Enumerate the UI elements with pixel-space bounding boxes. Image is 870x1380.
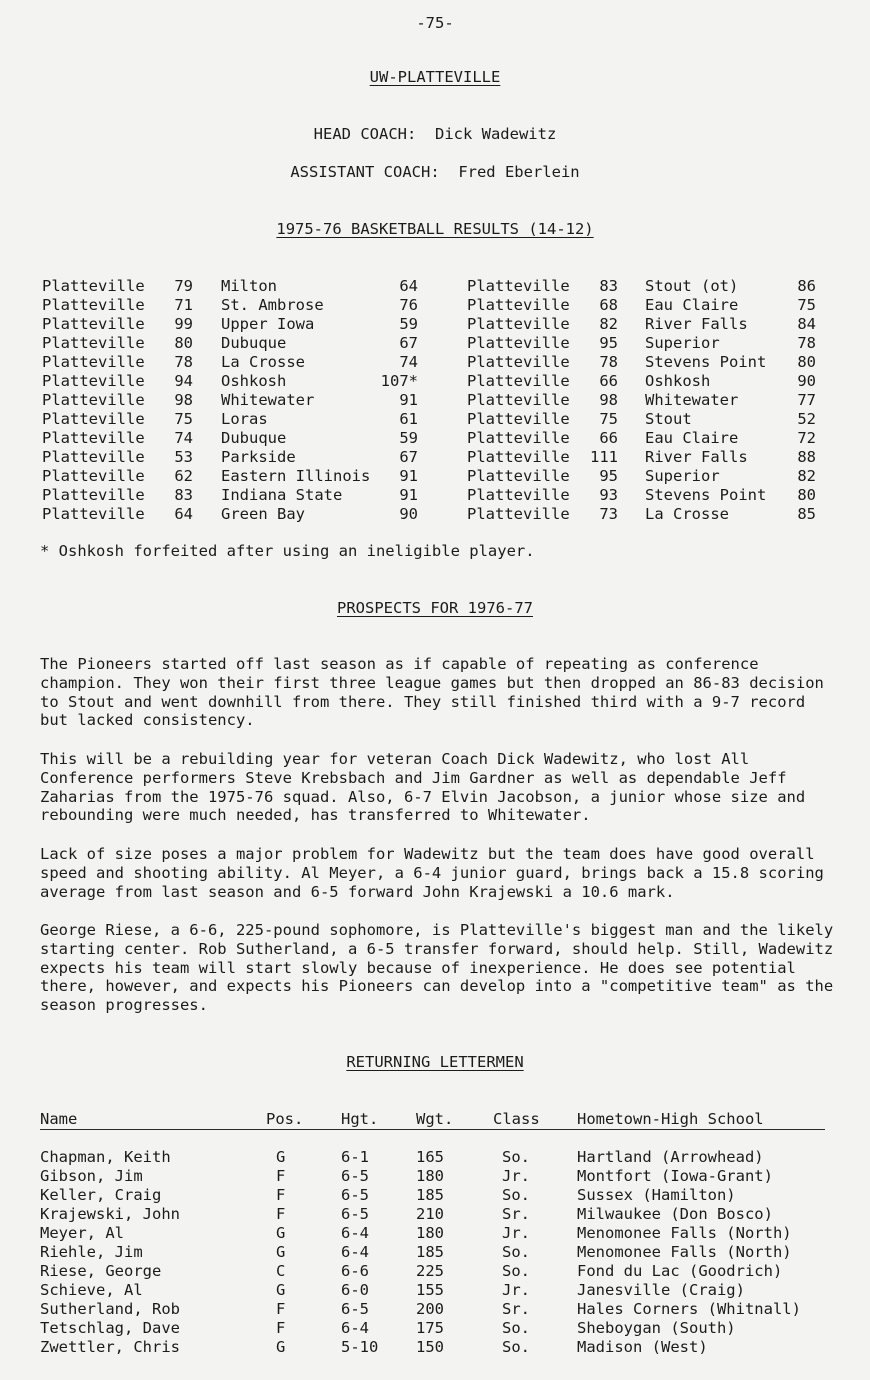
letterman-hometown: Sussex (Hamilton) xyxy=(577,1186,736,1204)
team-name: Platteville xyxy=(42,505,145,523)
letterman-hometown: Janesville (Craig) xyxy=(577,1281,745,1299)
opponent-score: 77 xyxy=(797,391,816,409)
team-name: Platteville xyxy=(42,334,145,352)
letterman-wgt: 180 xyxy=(416,1224,444,1242)
team-name: Platteville xyxy=(42,410,145,428)
page-number: -75- xyxy=(416,14,454,32)
opponent-name: La Crosse xyxy=(221,353,305,371)
team-name: Platteville xyxy=(42,315,145,333)
opponent-score: 67 xyxy=(399,334,418,352)
letterman-pos: G xyxy=(276,1148,286,1166)
letterman-name: Gibson, Jim xyxy=(40,1167,143,1185)
team-score: 94 xyxy=(174,372,193,390)
opponent-name: River Falls xyxy=(645,315,748,333)
team-score: 82 xyxy=(599,315,618,333)
letterman-name: Meyer, Al xyxy=(40,1224,124,1242)
team-score: 74 xyxy=(174,429,193,447)
letterman-hgt: 6-5 xyxy=(341,1205,369,1223)
letterman-hometown: Menomonee Falls (North) xyxy=(577,1243,792,1261)
letterman-name: Zwettler, Chris xyxy=(40,1338,180,1356)
col-header-class: Class xyxy=(493,1110,540,1128)
letterman-wgt: 210 xyxy=(416,1205,444,1223)
letterman-hgt: 6-6 xyxy=(341,1262,369,1280)
opponent-name: Green Bay xyxy=(221,505,305,523)
opponent-name: Whitewater xyxy=(645,391,739,409)
letterman-hgt: 6-4 xyxy=(341,1243,369,1261)
letterman-wgt: 200 xyxy=(416,1300,444,1318)
letterman-hgt: 6-4 xyxy=(341,1224,369,1242)
team-name: Platteville xyxy=(42,353,145,371)
opponent-score: 91 xyxy=(399,467,418,485)
team-score: 80 xyxy=(174,334,193,352)
letterman-hometown: Madison (West) xyxy=(577,1338,708,1356)
team-name: Platteville xyxy=(467,353,570,371)
prospects-paragraph-3: Lack of size poses a major problem for Wadewitz but the team does have good overall speed and shooting ability. Al Meyer, a 6-4 junior guard, brings back a 15.8 scoring average from last season and 6-5 forward John Krajewski a 10.6 mark. xyxy=(40,845,824,901)
team-score: 75 xyxy=(599,410,618,428)
opponent-score: 78 xyxy=(797,334,816,352)
results-heading: 1975-76 BASKETBALL RESULTS (14-12) xyxy=(276,220,594,238)
team-name: Platteville xyxy=(467,448,570,466)
letterman-name: Schieve, Al xyxy=(40,1281,143,1299)
opponent-name: Superior xyxy=(645,467,720,485)
opponent-score: 76 xyxy=(399,296,418,314)
opponent-score: 59 xyxy=(399,315,418,333)
letterman-hometown: Menomonee Falls (North) xyxy=(577,1224,792,1242)
head-coach: HEAD COACH: Dick Wadewitz xyxy=(313,125,557,143)
letterman-class: So. xyxy=(502,1243,530,1261)
letterman-wgt: 185 xyxy=(416,1186,444,1204)
opponent-name: Oshkosh xyxy=(645,372,711,390)
prospects-paragraph-4: George Riese, a 6-6, 225-pound sophomore, is Platteville's biggest man and the likely starting center. Rob Sutherland, a 6-5 transfer forward, should help. Still, Wadewitz expects his team will start slowly because of inexperience. He does see potential there, however, and expects his Pioneers can develop into a "competitive team" as the season progresses. xyxy=(40,921,834,1015)
opponent-name: Eastern Illinois xyxy=(221,467,371,485)
opponent-score: 82 xyxy=(797,467,816,485)
letterman-class: So. xyxy=(502,1319,530,1337)
opponent-name: Parkside xyxy=(221,448,296,466)
opponent-name: Superior xyxy=(645,334,720,352)
opponent-score: 52 xyxy=(797,410,816,428)
team-score: 95 xyxy=(599,467,618,485)
letterman-hometown: Milwaukee (Don Bosco) xyxy=(577,1205,773,1223)
team-score: 83 xyxy=(599,277,618,295)
opponent-name: Dubuque xyxy=(221,429,287,447)
lettermen-heading: RETURNING LETTERMEN xyxy=(346,1053,524,1071)
team-score: 78 xyxy=(599,353,618,371)
letterman-class: So. xyxy=(502,1262,530,1280)
team-score: 111 xyxy=(590,448,618,466)
col-header-pos: Pos. xyxy=(266,1110,304,1128)
letterman-hgt: 5-10 xyxy=(341,1338,379,1356)
team-name: Platteville xyxy=(467,429,570,447)
opponent-name: Whitewater xyxy=(221,391,315,409)
prospects-paragraph-2: This will be a rebuilding year for veteran Coach Dick Wadewitz, who lost All Conference performers Steve Krebsbach and Jim Gardner as well as dependable Jeff Zaharias from the 1975-76 squad. Also, 6-7 Elvin Jacobson, a junior whose size and rebounding were much needed, has transferred to Whitewater. xyxy=(40,750,806,825)
assistant-coach: ASSISTANT COACH: Fred Eberlein xyxy=(290,163,580,181)
opponent-score: 91 xyxy=(399,391,418,409)
opponent-score: 72 xyxy=(797,429,816,447)
letterman-hometown: Hartland (Arrowhead) xyxy=(577,1148,764,1166)
letterman-wgt: 185 xyxy=(416,1243,444,1261)
letterman-pos: F xyxy=(276,1186,286,1204)
letterman-class: Jr. xyxy=(502,1167,530,1185)
team-score: 62 xyxy=(174,467,193,485)
opponent-name: La Crosse xyxy=(645,505,729,523)
team-score: 66 xyxy=(599,429,618,447)
opponent-score: 80 xyxy=(797,486,816,504)
opponent-name: Stevens Point xyxy=(645,353,767,371)
letterman-hgt: 6-4 xyxy=(341,1319,369,1337)
team-name: Platteville xyxy=(467,486,570,504)
opponent-name: Loras xyxy=(221,410,268,428)
team-name: Platteville xyxy=(42,467,145,485)
team-score: 64 xyxy=(174,505,193,523)
letterman-class: Jr. xyxy=(502,1281,530,1299)
opponent-score: 61 xyxy=(399,410,418,428)
opponent-score: 107* xyxy=(380,372,418,390)
opponent-name: Milton xyxy=(221,277,277,295)
team-score: 95 xyxy=(599,334,618,352)
opponent-score: 80 xyxy=(797,353,816,371)
team-score: 53 xyxy=(174,448,193,466)
letterman-pos: F xyxy=(276,1300,286,1318)
letterman-class: So. xyxy=(502,1338,530,1356)
header-rule xyxy=(40,1129,825,1130)
page-title: UW-PLATTEVILLE xyxy=(369,68,501,86)
letterman-pos: F xyxy=(276,1205,286,1223)
opponent-score: 90 xyxy=(797,372,816,390)
team-score: 66 xyxy=(599,372,618,390)
team-score: 71 xyxy=(174,296,193,314)
letterman-wgt: 155 xyxy=(416,1281,444,1299)
team-score: 78 xyxy=(174,353,193,371)
col-header-wgt: Wgt. xyxy=(416,1110,454,1128)
letterman-pos: F xyxy=(276,1167,286,1185)
opponent-name: Dubuque xyxy=(221,334,287,352)
team-name: Platteville xyxy=(42,296,145,314)
letterman-pos: G xyxy=(276,1243,286,1261)
opponent-score: 91 xyxy=(399,486,418,504)
letterman-class: Jr. xyxy=(502,1224,530,1242)
letterman-hometown: Sheboygan (South) xyxy=(577,1319,736,1337)
letterman-hgt: 6-5 xyxy=(341,1167,369,1185)
team-name: Platteville xyxy=(467,277,570,295)
letterman-hometown: Fond du Lac (Goodrich) xyxy=(577,1262,783,1280)
letterman-class: So. xyxy=(502,1186,530,1204)
opponent-name: Eau Claire xyxy=(645,296,739,314)
opponent-name: St. Ambrose xyxy=(221,296,324,314)
team-score: 98 xyxy=(174,391,193,409)
letterman-hometown: Montfort (Iowa-Grant) xyxy=(577,1167,773,1185)
team-name: Platteville xyxy=(467,296,570,314)
col-header-hgt: Hgt. xyxy=(341,1110,379,1128)
team-name: Platteville xyxy=(42,277,145,295)
team-name: Platteville xyxy=(467,467,570,485)
team-score: 73 xyxy=(599,505,618,523)
col-header-name: Name xyxy=(40,1110,78,1128)
team-score: 98 xyxy=(599,391,618,409)
prospects-paragraph-1: The Pioneers started off last season as if capable of repeating as conference champion. They won their first three league games but then dropped an 86-83 decision to Stout and went downhill from there. They still finished third with a 9-7 record but lacked consistency. xyxy=(40,655,824,730)
opponent-name: Oshkosh xyxy=(221,372,287,390)
opponent-score: 88 xyxy=(797,448,816,466)
opponent-score: 75 xyxy=(797,296,816,314)
letterman-name: Keller, Craig xyxy=(40,1186,162,1204)
team-score: 68 xyxy=(599,296,618,314)
team-score: 99 xyxy=(174,315,193,333)
letterman-hgt: 6-1 xyxy=(341,1148,369,1166)
opponent-score: 74 xyxy=(399,353,418,371)
letterman-name: Riese, George xyxy=(40,1262,162,1280)
team-name: Platteville xyxy=(467,315,570,333)
letterman-name: Chapman, Keith xyxy=(40,1148,171,1166)
letterman-pos: C xyxy=(276,1262,286,1280)
team-name: Platteville xyxy=(42,372,145,390)
letterman-name: Riehle, Jim xyxy=(40,1243,143,1261)
letterman-pos: G xyxy=(276,1224,286,1242)
forfeit-footnote: * Oshkosh forfeited after using an ineligible player. xyxy=(40,542,535,560)
team-name: Platteville xyxy=(42,429,145,447)
opponent-score: 59 xyxy=(399,429,418,447)
opponent-name: Upper Iowa xyxy=(221,315,315,333)
opponent-score: 90 xyxy=(399,505,418,523)
letterman-wgt: 180 xyxy=(416,1167,444,1185)
letterman-pos: G xyxy=(276,1281,286,1299)
letterman-name: Sutherland, Rob xyxy=(40,1300,180,1318)
letterman-wgt: 165 xyxy=(416,1148,444,1166)
opponent-score: 84 xyxy=(797,315,816,333)
opponent-name: Stout (ot) xyxy=(645,277,739,295)
team-name: Platteville xyxy=(42,448,145,466)
letterman-wgt: 225 xyxy=(416,1262,444,1280)
letterman-class: So. xyxy=(502,1148,530,1166)
team-score: 75 xyxy=(174,410,193,428)
team-name: Platteville xyxy=(467,334,570,352)
opponent-name: Eau Claire xyxy=(645,429,739,447)
team-name: Platteville xyxy=(467,410,570,428)
opponent-score: 67 xyxy=(399,448,418,466)
letterman-pos: G xyxy=(276,1338,286,1356)
letterman-pos: F xyxy=(276,1319,286,1337)
letterman-wgt: 175 xyxy=(416,1319,444,1337)
letterman-hometown: Hales Corners (Whitnall) xyxy=(577,1300,801,1318)
team-name: Platteville xyxy=(467,372,570,390)
opponent-name: Indiana State xyxy=(221,486,343,504)
team-score: 79 xyxy=(174,277,193,295)
col-header-hometown: Hometown-High School xyxy=(577,1110,764,1128)
letterman-name: Krajewski, John xyxy=(40,1205,180,1223)
letterman-hgt: 6-5 xyxy=(341,1186,369,1204)
opponent-score: 64 xyxy=(399,277,418,295)
team-name: Platteville xyxy=(467,505,570,523)
opponent-name: Stevens Point xyxy=(645,486,767,504)
opponent-score: 85 xyxy=(797,505,816,523)
letterman-name: Tetschlag, Dave xyxy=(40,1319,180,1337)
team-name: Platteville xyxy=(467,391,570,409)
opponent-score: 86 xyxy=(797,277,816,295)
opponent-name: River Falls xyxy=(645,448,748,466)
opponent-name: Stout xyxy=(645,410,692,428)
team-score: 83 xyxy=(174,486,193,504)
team-score: 93 xyxy=(599,486,618,504)
letterman-hgt: 6-0 xyxy=(341,1281,369,1299)
letterman-class: Sr. xyxy=(502,1205,530,1223)
team-name: Platteville xyxy=(42,486,145,504)
team-name: Platteville xyxy=(42,391,145,409)
letterman-class: Sr. xyxy=(502,1300,530,1318)
prospects-heading: PROSPECTS FOR 1976-77 xyxy=(337,599,533,617)
letterman-hgt: 6-5 xyxy=(341,1300,369,1318)
letterman-wgt: 150 xyxy=(416,1338,444,1356)
